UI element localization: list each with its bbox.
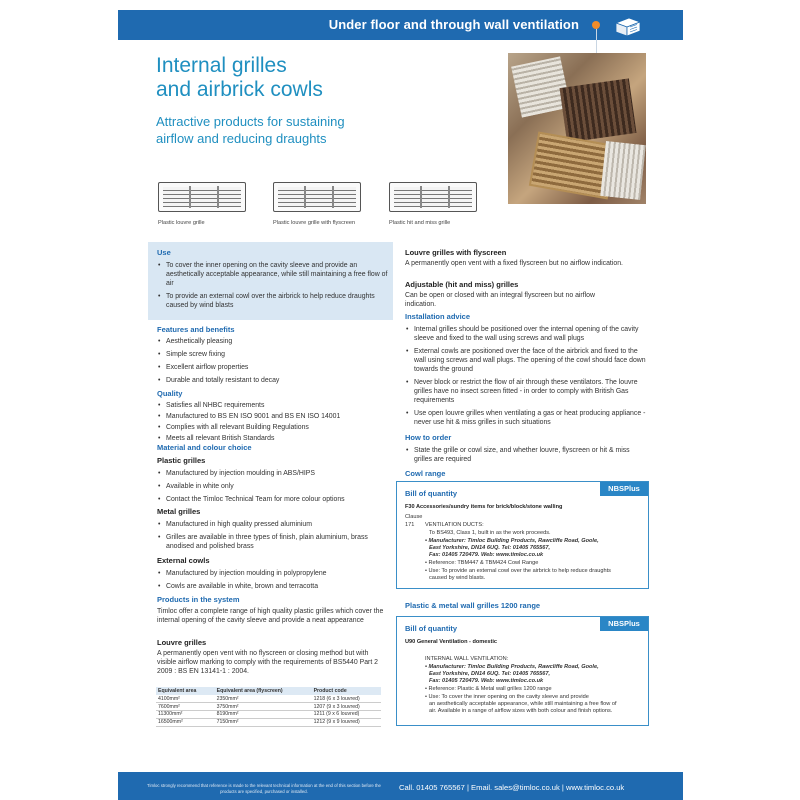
list-item: • Meets all relevant British Standards bbox=[157, 434, 389, 443]
list-item: • Durable and totally resistant to decay bbox=[157, 376, 389, 385]
boq-clause-number: 171 bbox=[405, 522, 415, 528]
flyscreen-grille-illustration bbox=[273, 182, 361, 212]
louvre-grilles-text: A permanently open vent with no flyscreen or closing method but with visible airflow marking to comply with the requirements of BS5440 Part 2 2009 : BS EN 13141-1 : 2004. bbox=[157, 650, 378, 675]
table-cell: 7150mm² bbox=[215, 718, 312, 726]
boq-line: • Manufacturer: Timloc Building Products, Rawcliffe Road, Goole, bbox=[425, 538, 599, 544]
table-row bbox=[156, 703, 381, 711]
footer-bar bbox=[118, 772, 683, 800]
footer-contact: Call. 01405 765567 | Email. sales@timloc.co.uk | www.timloc.co.uk bbox=[399, 783, 625, 792]
flyscreen-heading: Louvre grilles with flyscreen bbox=[405, 248, 507, 257]
table-header-cell: Equivalent area (flyscreen) bbox=[215, 687, 312, 695]
equivalent-area-table bbox=[156, 687, 381, 727]
list-item: • Never block or restrict the flow of air through these ventilators. The louvre grilles have no insect screen fitted - in order to comply with British Gas requirements bbox=[405, 378, 649, 405]
boq-clause-label: Clause bbox=[405, 514, 423, 520]
airbrick-box-icon bbox=[613, 14, 643, 38]
table-row bbox=[156, 711, 381, 719]
boq-spec-line: F30 Accessories/sundry items for brick/block/stone walling bbox=[405, 504, 563, 510]
adjustable-text: Can be open or closed with an integral flyscreen but no airflow indication. bbox=[405, 292, 595, 308]
how-to-order-heading: How to order bbox=[405, 433, 452, 442]
boq-line: INTERNAL WALL VENTILATION: bbox=[425, 656, 509, 662]
grille-caption-3: Plastic hit and miss grille bbox=[389, 220, 451, 226]
metal-grilles-list bbox=[157, 520, 389, 555]
list-item: • Use open louvre grilles when ventilating a gas or heat producing appliance - never use hit & miss grilles in such situations bbox=[405, 409, 649, 427]
grille-caption-2: Plastic louvre grille with flyscreen bbox=[273, 220, 356, 226]
page-title-line-1: Internal grilles bbox=[156, 54, 287, 77]
table-cell: 11300mm² bbox=[156, 711, 215, 719]
hit-and-miss-grille-illustration bbox=[389, 182, 477, 212]
external-cowls-heading: External cowls bbox=[157, 556, 210, 565]
list-item: • Internal grilles should be positioned over the internal opening of the cavity sleeve and fixed to the wall using screws and wall plugs bbox=[405, 325, 649, 343]
list-item: • Satisfies all NHBC requirements bbox=[157, 401, 389, 410]
how-to-order-list bbox=[405, 446, 635, 468]
features-heading: Features and benefits bbox=[157, 325, 235, 334]
header-orange-dot bbox=[592, 21, 600, 29]
table-header-cell: Product code bbox=[312, 687, 381, 695]
table-cell: 8190mm² bbox=[215, 711, 312, 719]
page-subtitle-line-2: airflow and reducing draughts bbox=[156, 131, 327, 146]
plastic-louvre-grille-illustration bbox=[158, 182, 246, 212]
page-title bbox=[156, 54, 323, 102]
nbs-plus-badge: NBSPlus bbox=[600, 482, 648, 496]
products-heading: Products in the system bbox=[157, 595, 240, 604]
table-cell: 16500mm² bbox=[156, 718, 215, 726]
boq-title: Bill of quantity bbox=[405, 624, 458, 633]
quality-heading: Quality bbox=[157, 389, 183, 398]
metal-range-heading: Plastic & metal wall grilles 1200 range bbox=[405, 601, 541, 610]
use-list bbox=[157, 261, 389, 314]
table-cell: 1207 (9 x 3 louvred) bbox=[312, 703, 381, 711]
boq-line: East Yorkshire, DN14 6UQ. Tel: 01405 765567, bbox=[429, 545, 551, 551]
table-cell: 4100mm² bbox=[156, 695, 215, 703]
list-item: • To cover the inner opening on the cavity sleeve and provide an aesthetically acceptable appearance, while still maintaining a free flow of air bbox=[157, 261, 389, 288]
boq-line: VENTILATION DUCTS: bbox=[425, 522, 484, 528]
list-item: • Aesthetically pleasing bbox=[157, 337, 389, 346]
page-subtitle bbox=[156, 113, 345, 147]
bill-of-quantity-grilles bbox=[396, 616, 649, 726]
grille-caption-1: Plastic louvre grille bbox=[158, 220, 205, 226]
material-heading: Material and colour choice bbox=[157, 443, 252, 452]
boq-line: air. Available in a range of airflow sizes with both colour and finish options. bbox=[429, 708, 613, 714]
installation-heading: Installation advice bbox=[405, 312, 471, 321]
nbs-plus-badge: NBSPlus bbox=[600, 617, 648, 631]
product-photo bbox=[508, 53, 646, 204]
boq-line: • Use: To cover the inner opening on the cavity sleeve and provide bbox=[425, 694, 589, 700]
list-item: • To provide an external cowl over the airbrick to help reduce draughts caused by wind blasts bbox=[157, 292, 389, 310]
footer-disclaimer: Timloc strongly recommend that reference is made to the relevant technical information at the end of this section before the products are specified, purchased or installed. bbox=[147, 783, 381, 794]
boq-line: To BS493, Class 1, built in as the work proceeds. bbox=[429, 530, 551, 536]
list-item: • Simple screw fixing bbox=[157, 350, 389, 359]
boq-line: • Reference: TBM447 & TBM424 Cowl Range bbox=[425, 560, 539, 566]
boq-line: caused by wind blasts. bbox=[429, 575, 486, 581]
adjustable-heading: Adjustable (hit and miss) grilles bbox=[405, 280, 519, 289]
list-item: • Manufactured by injection moulding in ABS/HIPS bbox=[157, 469, 389, 478]
boq-line: an aesthetically acceptable appearance, while still maintaining a free flow of bbox=[429, 701, 617, 707]
louvre-grilles-heading: Louvre grilles bbox=[157, 638, 207, 647]
external-cowls-list bbox=[157, 569, 389, 595]
list-item: • State the grille or cowl size, and whether louvre, flyscreen or hit & miss grilles are required bbox=[405, 446, 635, 464]
table-row bbox=[156, 695, 381, 703]
flyscreen-text: A permanently open vent with a fixed flyscreen but no airflow indication. bbox=[405, 260, 623, 267]
boq-title: Bill of quantity bbox=[405, 489, 458, 498]
boq-line: East Yorkshire, DN14 6UQ. Tel: 01405 765567, bbox=[429, 671, 551, 677]
list-item: • Manufactured in high quality pressed aluminium bbox=[157, 520, 389, 529]
products-text: Timloc offer a complete range of high quality plastic grilles which cover the internal opening of the cavity sleeve and provide a neat appearance bbox=[157, 608, 384, 624]
table-header-row bbox=[156, 687, 381, 695]
list-item: • Grilles are available in three types of finish, plain aluminium, brass anodised and polished brass bbox=[157, 533, 389, 551]
boq-line: Fax: 01405 720479. Web: www.timloc.co.uk bbox=[429, 678, 544, 684]
boq-line: Fax: 01405 720479. Web: www.timloc.co.uk bbox=[429, 552, 544, 558]
list-item: • Available in white only bbox=[157, 482, 389, 491]
list-item: • Manufactured by injection moulding in polypropylene bbox=[157, 569, 389, 578]
metal-grilles-heading: Metal grilles bbox=[157, 507, 201, 516]
list-item: • Excellent airflow properties bbox=[157, 363, 389, 372]
list-item: • External cowls are positioned over the face of the airbrick and fixed to the wall using screws and wall plugs. The opening of the cowl should face down towards the ground bbox=[405, 347, 649, 374]
cowl-range-heading: Cowl range bbox=[405, 469, 446, 478]
table-cell: 2350mm² bbox=[215, 695, 312, 703]
use-heading: Use bbox=[157, 248, 171, 257]
table-row bbox=[156, 718, 381, 726]
list-item: • Complies with all relevant Building Regulations bbox=[157, 423, 389, 432]
bill-of-quantity-cowls bbox=[396, 481, 649, 589]
list-item: • Cowls are available in white, brown and terracotta bbox=[157, 582, 389, 591]
table-cell: 7600mm² bbox=[156, 703, 215, 711]
quality-list bbox=[157, 401, 389, 445]
table-cell: 1212 (9 x 9 louvred) bbox=[312, 718, 381, 726]
page-subtitle-line-1: Attractive products for sustaining bbox=[156, 114, 345, 129]
boq-line: • Use: To provide an external cowl over the airbrick to help reduce draughts bbox=[425, 568, 611, 574]
plastic-grilles-heading: Plastic grilles bbox=[157, 456, 206, 465]
header-title: Under floor and through wall ventilation bbox=[328, 17, 579, 32]
table-header-cell: Equivalent area bbox=[156, 687, 215, 695]
table-cell: 1218 (6 x 3 louvred) bbox=[312, 695, 381, 703]
page-title-line-2: and airbrick cowls bbox=[156, 78, 323, 101]
boq-line: • Reference: Plastic & Metal wall grilles 1200 range bbox=[425, 686, 552, 692]
list-item: • Manufactured to BS EN ISO 9001 and BS EN ISO 14001 bbox=[157, 412, 389, 421]
brochure-page bbox=[118, 10, 683, 800]
table-cell: 1211 (9 x 6 louvred) bbox=[312, 711, 381, 719]
boq-line: • Manufacturer: Timloc Building Products, Rawcliffe Road, Goole, bbox=[425, 664, 599, 670]
list-item: • Contact the Timloc Technical Team for more colour options bbox=[157, 495, 389, 504]
features-list bbox=[157, 337, 389, 389]
boq-spec-line: U90 General Ventilation - domestic bbox=[405, 639, 498, 645]
plastic-grilles-list bbox=[157, 469, 389, 508]
table-cell: 3750mm² bbox=[215, 703, 312, 711]
installation-list bbox=[405, 325, 649, 431]
